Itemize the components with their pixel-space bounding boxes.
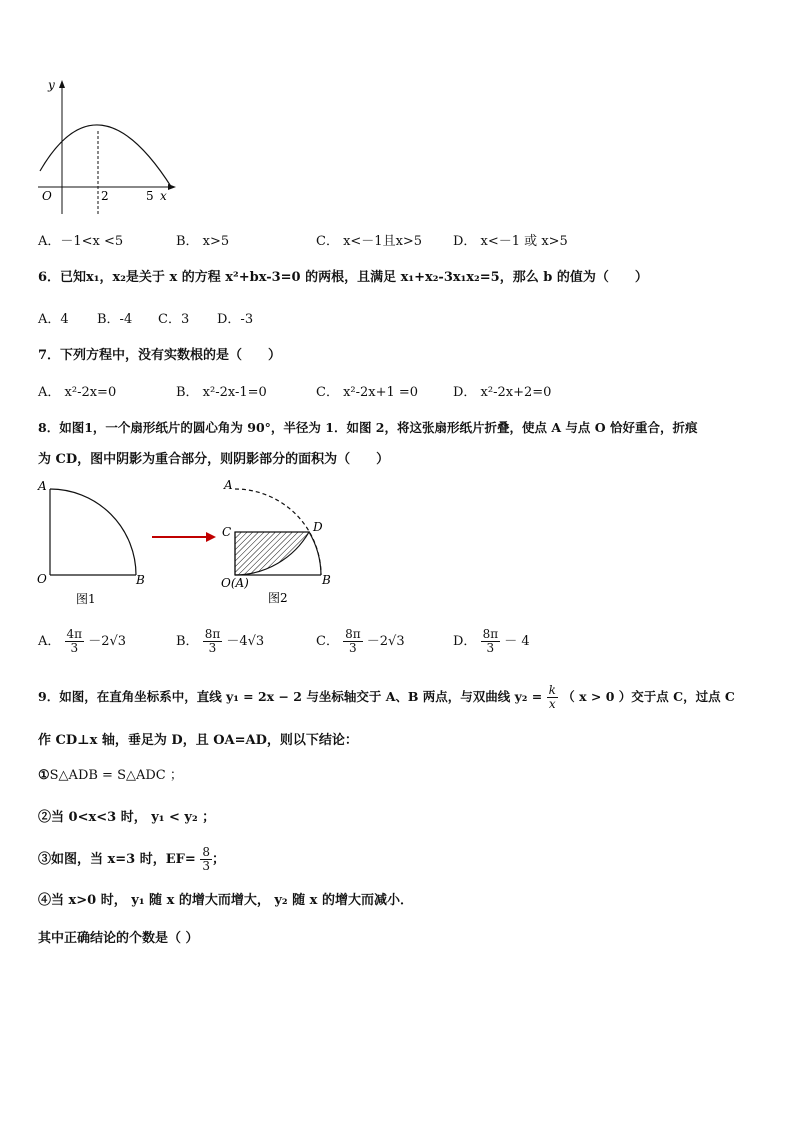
q7-option-c: C． x²-2x+1 =0 (316, 385, 419, 400)
q9-conclusion-2 (38, 806, 215, 825)
q8-question-line1: 8．如图1，一个扇形纸片的圆心角为 90°，半径为 1．如图 2，将这张扇形纸片折叠，使点 A 与点 O 恰好重合，折痕 (38, 420, 698, 435)
q8-option-a-num: 4π (66, 627, 83, 641)
q8-option-b-num: 8π (204, 627, 221, 641)
fig2-label-a: A (224, 478, 233, 492)
q7-option-a: A． x²-2x=0 (38, 385, 117, 400)
fig1-label-o: O (37, 572, 47, 586)
q6-question: 6．已知x₁，x₂是关于 x 的方程 x²+bx-3=0 的两根，且满足 x₁+x₂-3x₁x₂=5，那么 b 的值为（ ） (38, 270, 648, 285)
q8-option-c-den: 3 (349, 641, 357, 655)
q8-figure-2 (218, 476, 338, 608)
q9-c1-num: ① (38, 768, 50, 783)
q8-option-c-rest: －2√3 (366, 634, 405, 649)
q9-c3-frac-den: 3 (202, 859, 210, 873)
q5-option-b: B． x>5 (176, 234, 230, 249)
q9-conclusion-3 (38, 846, 225, 873)
origin-label: O (42, 189, 52, 203)
q9-final-question: 其中正确结论的个数是（ ） (38, 931, 199, 946)
q9-c3-text: 如图，当 x=3 时，EF= (51, 852, 196, 867)
q9-c4-num: ④ (38, 893, 52, 908)
y-axis-label: y (48, 78, 55, 92)
q9-conclusion-4 (38, 889, 413, 908)
q9-c3-frac-num: 8 (202, 845, 210, 859)
q9-c2-num: ② (38, 810, 52, 825)
fig2-label-o: O(A) (221, 576, 249, 590)
fig1-label-b: B (136, 573, 145, 587)
q9-question-line1 (38, 684, 735, 711)
q8-question-line2: 为 CD，图中阴影为重合部分，则阴影部分的面积为（ ） (38, 452, 390, 467)
fig2-label-d: D (313, 520, 323, 534)
q5-option-d: D． x<－1 或 x>5 (453, 234, 568, 249)
x-axis-label: x (160, 189, 167, 203)
q5-option-a: A．－1<x <5 (38, 234, 124, 249)
q6-option-c: C．3 (158, 312, 190, 327)
tick-5-label: 5 (146, 189, 154, 203)
q8-option-d (453, 628, 530, 655)
q6-option-d: D．-3 (217, 312, 254, 327)
q8-option-d-label: D． (453, 634, 477, 649)
q5-option-c: C． x<－1且x>5 (316, 234, 423, 249)
red-arrow-icon (150, 530, 220, 544)
q9-conclusion-1 (38, 764, 183, 783)
q8-option-c-label: C． (316, 634, 339, 649)
q9-c1-text: S△ADB = S△ADC ； (49, 768, 183, 783)
q7-option-d: D． x²-2x+2=0 (453, 385, 552, 400)
fig1-caption: 图1 (76, 592, 96, 606)
q8-option-b-den: 3 (208, 641, 217, 655)
q8-option-d-rest: － 4 (504, 634, 530, 649)
q7-question: 7．下列方程中，没有实数根的是（ ） (38, 348, 282, 363)
fig1-label-a: A (38, 479, 47, 493)
q8-option-a-den: 3 (70, 641, 79, 655)
q7-option-b: B． x²-2x-1=0 (176, 385, 267, 400)
fig2-caption: 图2 (268, 591, 288, 605)
q8-option-b-label: B． (176, 634, 199, 649)
fig2-label-c: C (222, 525, 232, 539)
q8-option-b-rest: －4√3 (226, 634, 265, 649)
q8-option-b (176, 628, 264, 655)
q8-option-d-den: 3 (486, 641, 495, 655)
q6-option-b: B．-4 (97, 312, 133, 327)
q9-question-line2: 作 CD⊥x 轴，垂足为 D，且 OA=AD，则以下结论： (38, 733, 358, 748)
q9-k: k (548, 683, 556, 697)
q9-c2-text: 当 0<x<3 时， y₁ < y₂ ； (51, 810, 216, 825)
q8-option-a-label: A． (38, 634, 61, 649)
q9-x: x (548, 697, 556, 711)
q9-line1a: 9．如图，在直角坐标系中，直线 y₁ = 2x − 2 与坐标轴交于 A、B 两点，与双曲线 y₂ = (38, 689, 543, 704)
q9-c4-text: 当 x>0 时， y₁ 随 x 的增大而增大， y₂ 随 x 的增大而减小． (51, 893, 413, 908)
q8-option-d-num: 8π (482, 627, 499, 641)
q9-c3-end: ； (211, 852, 225, 867)
q9-c3-num: ③ (38, 852, 52, 867)
tick-2-label: 2 (101, 189, 109, 203)
q9-line1b: （ x > 0 ）交于点 C，过点 C (562, 689, 735, 704)
q8-option-c-num: 8π (345, 627, 361, 641)
q8-option-a (38, 628, 126, 655)
q8-option-c (316, 628, 405, 655)
q6-option-a: A．4 (38, 312, 69, 327)
q8-option-a-rest: －2√3 (88, 634, 127, 649)
q8-figure-1 (34, 478, 164, 608)
fig2-label-b: B (322, 573, 331, 587)
parabola-graph (34, 76, 184, 216)
